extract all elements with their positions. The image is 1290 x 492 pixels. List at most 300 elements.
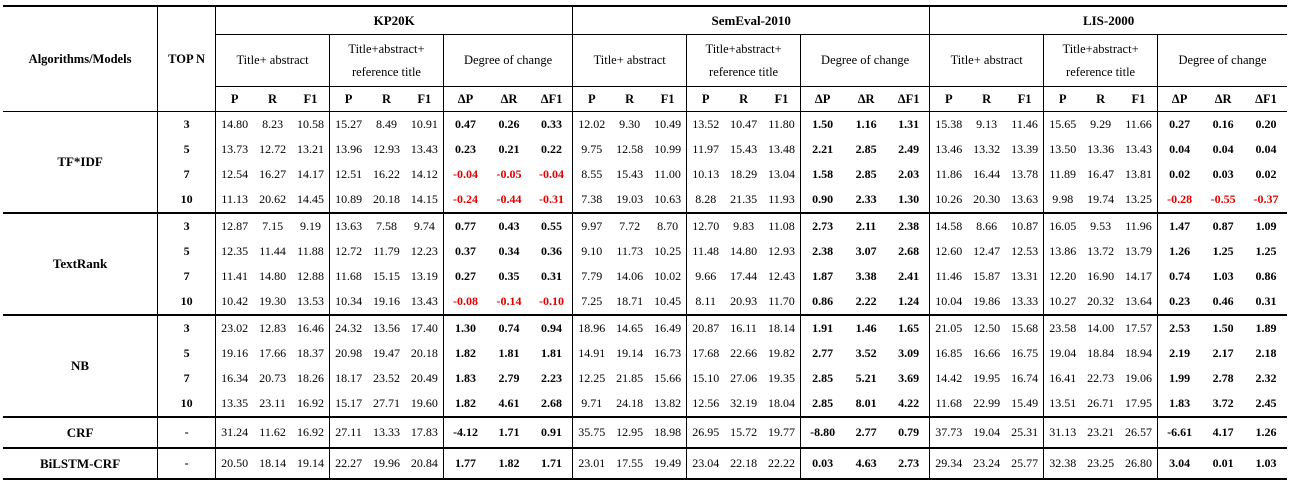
value-cell: 11.48 [687,239,725,264]
change-cell: 4.61 [498,396,520,410]
value-cell: 16.74 [1011,371,1039,385]
group-header-line1: Degree of change [1178,53,1267,67]
value-cell: 14.80 [216,112,254,138]
metric-header: R [367,87,406,112]
model-name: CRF [3,417,158,448]
value-cell: 13.43 [1124,142,1152,156]
change-cell: 3.38 [855,269,877,283]
value-cell: 12.47 [973,244,1001,258]
value-cell: 14.42 [930,366,968,391]
value-cell: 11.44 [259,244,286,258]
algorithms-header: Algorithms/Models [3,6,158,112]
group-header [216,35,330,87]
value-cell: 10.99 [654,142,682,156]
value-cell: 13.39 [1011,142,1039,156]
value-cell: 25.31 [1006,417,1044,448]
value-cell: 12.88 [296,269,324,283]
metric-header: ΔR [487,87,531,112]
value-cell: 12.02 [573,112,611,138]
value-cell: 37.73 [930,417,968,448]
value-cell: 13.64 [1124,294,1152,308]
table-row [3,315,1287,341]
value-cell: 13.21 [296,142,324,156]
table-row [3,137,1287,162]
value-cell: 13.86 [1044,239,1082,264]
value-cell: 14.17 [296,167,324,181]
value-cell: 11.86 [930,162,968,187]
change-cell: 2.85 [855,167,877,181]
value-cell: 12.83 [253,315,292,341]
value-cell: 10.04 [930,289,968,315]
value-cell: 12.35 [216,239,254,264]
change-cell: 0.20 [1255,117,1277,131]
value-cell: 10.27 [1044,289,1082,315]
group-header [443,35,572,87]
table-row [3,417,1287,448]
model-name: NB [3,315,158,417]
topn-cell: 3 [158,315,216,341]
change-cell: 1.89 [1245,315,1287,341]
value-cell: 23.01 [573,448,611,479]
value-cell: 22.73 [1087,371,1115,385]
change-cell: 0.33 [541,117,563,131]
topn-cell: - [158,448,216,479]
change-cell: -0.31 [539,192,565,206]
value-cell: 17.40 [406,315,444,341]
change-cell: 3.07 [855,244,877,258]
change-cell: 2.77 [801,341,845,366]
value-cell: 11.46 [1011,117,1038,131]
value-cell: 13.36 [1087,142,1115,156]
change-cell: 2.21 [801,137,845,162]
group-header-line1: Title+abstract+ [348,41,425,56]
metric-header: P [687,87,725,112]
value-cell: 22.66 [730,346,758,360]
value-cell: 11.08 [763,213,801,239]
value-cell: 15.66 [654,371,682,385]
value-cell: 13.56 [367,315,406,341]
value-cell: 11.73 [616,244,643,258]
value-cell: 11.97 [687,137,725,162]
value-cell: 8.66 [967,213,1006,239]
change-cell: 2.22 [855,294,877,308]
table-row [3,213,1287,239]
change-cell: 0.55 [531,213,573,239]
change-cell: 0.90 [801,187,845,213]
metric-header: F1 [649,87,687,112]
change-cell: 1.25 [1255,244,1277,258]
value-cell: 11.66 [1125,117,1152,131]
change-cell: 4.17 [1201,417,1245,448]
metric-header: ΔP [801,87,845,112]
topn-cell: 10 [158,289,216,315]
value-cell: 13.04 [767,167,795,181]
change-cell: 2.73 [888,448,930,479]
value-cell: 18.14 [763,315,801,341]
table-row [3,341,1287,366]
value-cell: 19.96 [367,448,406,479]
value-cell: 13.79 [1124,244,1152,258]
value-cell: 12.72 [259,142,287,156]
value-cell: 10.42 [216,289,254,315]
value-cell: 26.71 [1087,396,1115,410]
value-cell: 13.25 [1124,192,1152,206]
value-cell: 8.70 [649,213,687,239]
value-cell: 22.18 [724,448,763,479]
metric-header: P [1044,87,1082,112]
dataset-header-kp20k: KP20K [216,6,573,35]
value-cell: 19.14 [292,448,330,479]
value-cell: 14.12 [410,167,438,181]
value-cell: 10.26 [930,187,968,213]
change-cell: 1.91 [801,315,845,341]
change-cell: 1.83 [1158,391,1202,417]
change-cell: 1.77 [443,448,487,479]
value-cell: 16.85 [930,341,968,366]
change-cell: 1.03 [1212,269,1234,283]
value-cell: 16.49 [649,315,687,341]
value-cell: 27.71 [372,396,400,410]
change-cell: 2.85 [855,142,877,156]
topn-cell: 3 [158,213,216,239]
value-cell: 16.34 [216,366,254,391]
change-cell: 0.86 [801,289,845,315]
table-row [3,391,1287,417]
value-cell: 19.04 [1044,341,1082,366]
change-cell: 0.22 [541,142,563,156]
value-cell: 11.80 [768,117,795,131]
value-cell: 16.27 [259,167,287,181]
change-cell: 1.26 [1245,417,1287,448]
value-cell: 13.82 [654,396,682,410]
table-row [3,187,1287,213]
change-cell: 1.25 [1212,244,1234,258]
change-cell: 1.82 [487,448,531,479]
change-cell: 2.73 [801,213,845,239]
change-cell: 0.47 [443,112,487,138]
value-cell: 10.34 [330,289,368,315]
value-cell: 18.29 [730,167,758,181]
metric-header: R [610,87,649,112]
table-row [3,289,1287,315]
table-row [3,366,1287,391]
change-cell: 1.26 [1158,239,1202,264]
value-cell: 8.11 [687,289,725,315]
value-cell: 13.43 [410,294,438,308]
change-cell: 2.03 [898,167,920,181]
value-cell: 11.00 [654,167,681,181]
value-cell: 16.75 [1011,346,1039,360]
value-cell: 26.57 [1120,417,1158,448]
metric-header: R [967,87,1006,112]
value-cell: 11.70 [768,294,795,308]
change-cell: 0.16 [1212,117,1234,131]
change-cell: 0.04 [1158,137,1202,162]
value-cell: 7.72 [610,213,649,239]
value-cell: 18.96 [573,315,611,341]
metric-header: R [724,87,763,112]
change-cell: 2.78 [1212,371,1234,385]
table-row [3,264,1287,289]
table-row [3,448,1287,479]
value-cell: 10.87 [1006,213,1044,239]
value-cell: 13.46 [930,137,968,162]
value-cell: 31.24 [216,417,254,448]
value-cell: 19.82 [767,346,795,360]
value-cell: 19.74 [1087,192,1115,206]
change-cell: 0.79 [888,417,930,448]
change-cell: 2.53 [1158,315,1202,341]
change-cell: 0.34 [498,244,520,258]
value-cell: 19.60 [410,396,438,410]
group-header-line1: Title+ abstract [236,53,309,67]
value-cell: 13.33 [367,417,406,448]
value-cell: 9.71 [573,391,611,417]
value-cell: 20.18 [410,346,438,360]
metric-header: P [930,87,968,112]
change-cell: 2.38 [801,239,845,264]
value-cell: 17.66 [259,346,287,360]
value-cell: 27.06 [730,371,758,385]
change-cell: -0.44 [496,192,522,206]
value-cell: 13.35 [216,391,254,417]
change-cell: -0.04 [443,162,487,187]
change-cell: 2.18 [1255,346,1277,360]
value-cell: 27.11 [330,417,368,448]
group-header [801,35,930,87]
metric-header: ΔR [844,87,888,112]
value-cell: 13.72 [1087,244,1115,258]
change-cell: 1.87 [801,264,845,289]
change-cell: 3.69 [898,371,920,385]
dataset-header-semeval: SemEval-2010 [573,6,930,35]
change-cell: 1.50 [1201,315,1245,341]
metric-header: ΔR [1201,87,1245,112]
value-cell: 18.84 [1087,346,1115,360]
change-cell: 2.79 [498,371,520,385]
value-cell: 12.56 [687,391,725,417]
change-cell: 0.37 [443,239,487,264]
change-cell: 1.47 [1158,213,1202,239]
value-cell: 20.32 [1087,294,1115,308]
value-cell: 10.63 [654,192,682,206]
group-header-line1: Degree of change [821,53,910,67]
value-cell: 13.33 [1011,294,1039,308]
value-cell: 14.45 [296,192,324,206]
value-cell: 12.25 [573,366,611,391]
value-cell: 21.05 [930,315,968,341]
value-cell: 11.68 [330,264,368,289]
value-cell: 9.10 [573,239,611,264]
metric-header: ΔF1 [888,87,930,112]
change-cell: -6.61 [1158,417,1202,448]
value-cell: 19.95 [973,371,1001,385]
value-cell: 35.75 [573,417,611,448]
value-cell: 16.44 [973,167,1001,181]
value-cell: 7.58 [367,213,406,239]
topn-cell: 10 [158,391,216,417]
value-cell: 9.66 [687,264,725,289]
value-cell: 11.62 [253,417,292,448]
change-cell: 0.35 [498,269,520,283]
change-cell: 1.50 [801,112,845,138]
topn-cell: 7 [158,366,216,391]
results-table [3,5,1287,480]
value-cell: 25.77 [1006,448,1044,479]
value-cell: 19.47 [372,346,400,360]
value-cell: 17.95 [1124,396,1152,410]
value-cell: 13.63 [330,213,368,239]
value-cell: 17.44 [730,269,758,283]
metric-header: ΔP [443,87,487,112]
value-cell: 9.30 [619,117,641,131]
change-cell: 0.04 [1212,142,1234,156]
change-cell: -0.14 [496,294,522,308]
metric-header: ΔF1 [1245,87,1287,112]
change-cell: 0.04 [1255,142,1277,156]
change-cell: 1.03 [1245,448,1287,479]
group-header-line2: reference title [1066,64,1136,79]
change-cell: 1.82 [443,341,487,366]
value-cell: 10.45 [654,294,682,308]
value-cell: 18.26 [296,371,324,385]
value-cell: 12.70 [687,213,725,239]
value-cell: 10.47 [730,117,758,131]
change-cell: 0.94 [531,315,573,341]
value-cell: 26.80 [1120,448,1158,479]
value-cell: 13.48 [767,142,795,156]
group-header [573,35,687,87]
value-cell: 19.16 [216,341,254,366]
change-cell: -8.80 [801,417,845,448]
change-cell: -0.10 [539,294,565,308]
value-cell: 14.15 [410,192,438,206]
table-row [3,162,1287,187]
change-cell: 3.52 [855,346,877,360]
value-cell: 14.06 [616,269,644,283]
change-cell: 0.02 [1255,167,1277,181]
value-cell: 13.51 [1044,391,1082,417]
change-cell: 0.26 [498,117,520,131]
value-cell: 16.66 [973,346,1001,360]
group-header-line1: Title+ abstract [593,53,666,67]
change-cell: -0.28 [1158,187,1202,213]
value-cell: 8.23 [262,117,284,131]
value-cell: 19.86 [973,294,1001,308]
change-cell: 0.03 [801,448,845,479]
topn-cell: 7 [158,264,216,289]
value-cell: 13.52 [687,112,725,138]
value-cell: 9.74 [406,213,444,239]
value-cell: 11.88 [297,244,324,258]
change-cell: 2.11 [844,213,888,239]
value-cell: 12.53 [1011,244,1039,258]
model-name: TF*IDF [57,154,103,169]
value-cell: 12.23 [410,244,438,258]
value-cell: 26.95 [687,417,725,448]
value-cell: 10.02 [654,269,682,283]
value-cell: 23.25 [1081,448,1120,479]
value-cell: 20.93 [730,294,758,308]
metric-header: F1 [1006,87,1044,112]
value-cell: 9.29 [1090,117,1112,131]
metric-header: F1 [1120,87,1158,112]
change-cell: 2.33 [855,192,877,206]
value-cell: 31.13 [1044,417,1082,448]
value-cell: 20.18 [372,192,400,206]
value-cell: 13.78 [1011,167,1039,181]
change-cell: 2.19 [1158,341,1202,366]
group-header [330,35,444,87]
change-cell: 4.63 [844,448,888,479]
value-cell: 16.73 [654,346,682,360]
change-cell: 1.65 [888,315,930,341]
change-cell: -4.12 [443,417,487,448]
value-cell: 23.02 [216,315,254,341]
value-cell: 20.50 [216,448,254,479]
value-cell: 19.77 [763,417,801,448]
topn-cell: 3 [158,112,216,138]
change-cell: 0.31 [541,269,563,283]
value-cell: 9.98 [1044,187,1082,213]
change-cell: -0.08 [443,289,487,315]
metric-header: ΔP [1158,87,1202,112]
value-cell: 14.80 [730,244,758,258]
value-cell: 15.15 [372,269,400,283]
change-cell: 2.17 [1212,346,1234,360]
value-cell: 13.32 [973,142,1001,156]
change-cell: 2.68 [541,396,563,410]
model-name: BiLSTM-CRF [3,448,158,479]
value-cell: 22.99 [973,396,1001,410]
value-cell: 20.30 [973,192,1001,206]
value-cell: 12.60 [930,239,968,264]
metric-header: P [216,87,254,112]
change-cell: 2.68 [898,244,920,258]
value-cell: 7.79 [573,264,611,289]
value-cell: 13.50 [1044,137,1082,162]
value-cell: 15.72 [724,417,763,448]
value-cell: 17.83 [406,417,444,448]
value-cell: 20.87 [687,315,725,341]
value-cell: 15.10 [687,366,725,391]
change-cell: -0.05 [496,167,522,181]
group-header [1158,35,1287,87]
value-cell: 18.37 [296,346,324,360]
value-cell: 15.27 [330,112,368,138]
value-cell: 12.93 [767,244,795,258]
change-cell: -0.04 [539,167,565,181]
value-cell: 18.71 [616,294,644,308]
value-cell: 8.55 [573,162,611,187]
value-cell: 15.87 [973,269,1001,283]
metric-header: P [330,87,368,112]
change-cell: 1.58 [801,162,845,187]
value-cell: 15.68 [1006,315,1044,341]
value-cell: 11.93 [768,192,795,206]
value-cell: 21.85 [616,371,644,385]
value-cell: 15.43 [616,167,644,181]
value-cell: 12.20 [1044,264,1082,289]
value-cell: 13.53 [296,294,324,308]
value-cell: 16.11 [724,315,763,341]
model-name: TextRank [3,213,158,315]
topn-header: TOP N [158,6,216,112]
value-cell: 32.19 [730,396,758,410]
change-cell: 1.99 [1158,366,1202,391]
value-cell: 7.38 [573,187,611,213]
value-cell: 11.13 [216,187,254,213]
